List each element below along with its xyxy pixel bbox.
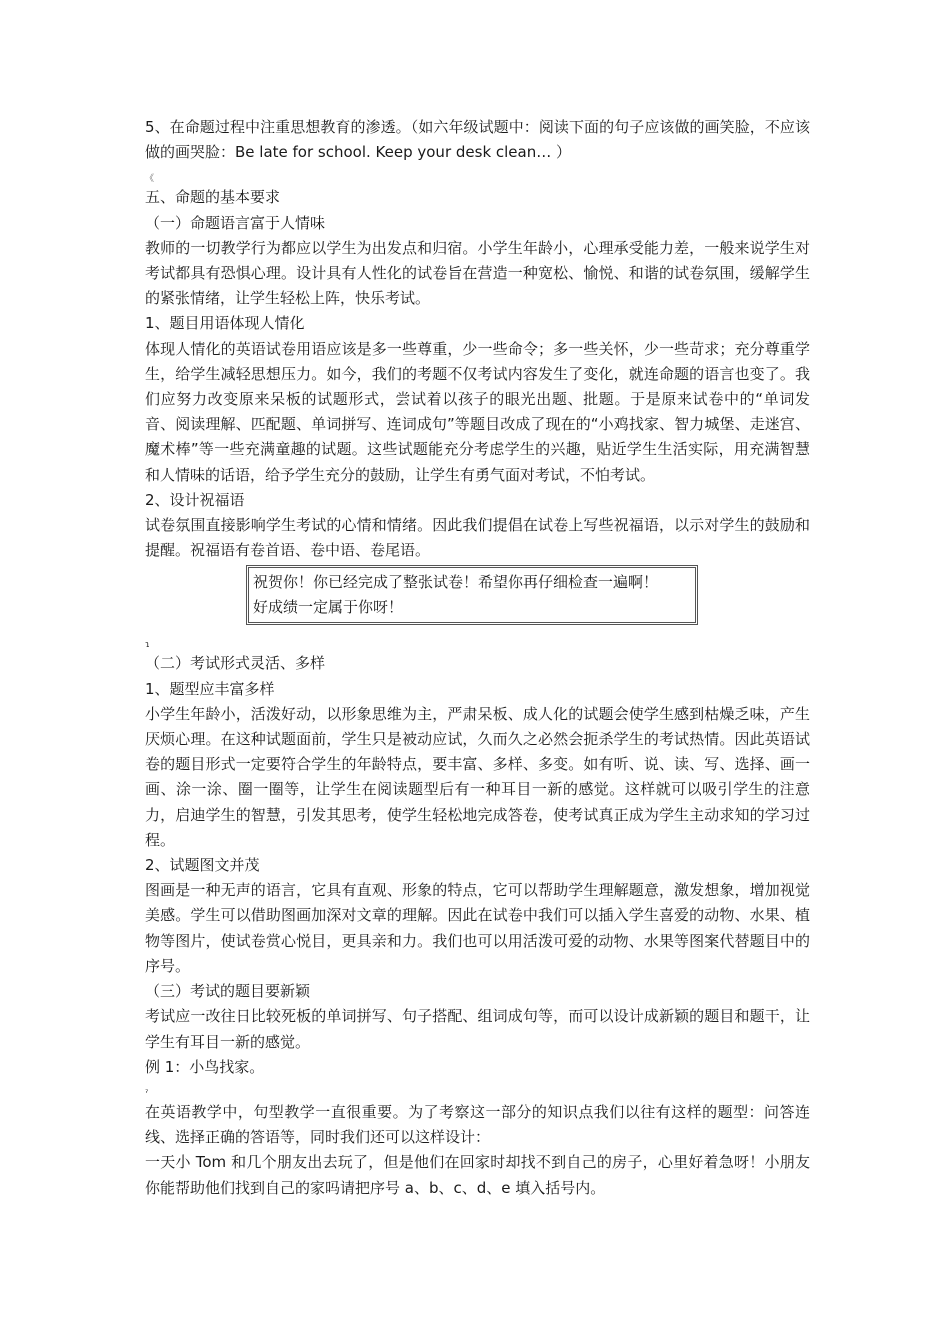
blessing-box — [246, 565, 698, 625]
spacer — [145, 165, 810, 173]
example-one-title: 例 1：小鸟找家。 — [145, 1057, 265, 1076]
item-three-paragraph: 小学生年龄小，活泼好动，以形象思维为主，严肃呆板、成人化的试题会使学生感到枯燥乏味，产生厌烦心理。在这种试题面前，学生只是被动应试，久而久之必然会扼杀学生的考试热情。因此英语试卷的题目形式一定要符合学生的年龄特点，要丰富、多样、多变。如有听、说、读、写、选择、画一画、涂一涂、圈一圈等，让学生在阅读题型后有一种耳目一新的感觉。这样就可以吸引学生的注意力，启迪学生的智慧，引发其思考，使学生轻松地完成答卷，使考试真正成为学生主动求知的学习过程。 — [145, 704, 810, 849]
item-four-paragraph: 图画是一种无声的语言，它具有直观、形象的特点，它可以帮助学生理解题意，激发想象，增加视觉美感。学生可以借助图画加深对文章的理解。因此在试卷中我们可以插入学生喜爱的动物、水果、植物等图片，使试卷赏心悦目，更具亲和力。我们也可以用活泼可爱的动物、水果等图案代替题目中的序号。 — [145, 881, 810, 975]
stray-mark: ˀ — [145, 1088, 149, 1099]
spacer — [145, 625, 810, 639]
subsection-one-paragraph: 教师的一切教学行为都应以学生为出发点和归宿。小学生年龄小，心理承受能力差，一般来说学生对考试都具有恐惧心理。设计具有人性化的试卷旨在营造一种宽松、愉悦、和谐的试卷氛围，缓解学生的紧张情绪，让学生轻松上阵，快乐考试。 — [145, 238, 810, 308]
item-four-title: 2、试题图文并茂 — [145, 856, 260, 875]
subsection-two-title: （二）考试形式灵活、多样 — [145, 654, 326, 673]
stray-mark: ɿ — [145, 640, 150, 651]
subsection-three-title: （三）考试的题目要新颖 — [145, 982, 311, 1001]
subsection-one-title: （一）命题语言富于人情味 — [145, 213, 326, 232]
item-one-paragraph: 体现人情化的英语试卷用语应该是多一些尊重，少一些命令；多一些关怀，少一些苛求；充分尊重学生，给学生减轻思想压力。如今，我们的考题不仅考试内容发生了变化，就连命题的语言也变了。我们应努力改变原来呆板的试题形式，尝试着以孩子的眼光出题、批题。于是原来试卷中的“单词发音、阅读理解、匹配题、单词拼写、连词成句”等题目改成了现在的“小鸡找家、智力城堡、走迷宫、魔术棒”等一些充满童趣的试题。这些试题能充分考虑学生的兴趣，贴近学生生活实际，用充满智慧和人情味的话语，给予学生充分的鼓励，让学生有勇气面对考试，不怕考试。 — [145, 339, 810, 484]
spacer — [145, 1080, 810, 1088]
document-page — [145, 115, 810, 1201]
section-five-title: 五、命题的基本要求 — [145, 188, 281, 207]
stray-mark: 《 — [145, 174, 155, 185]
intro-paragraph: 5、在命题过程中注重思想教育的渗透。（如六年级试题中：阅读下面的句子应该做的画笑脸，不应该做的画哭脸：Be late for school. Keep your desk clean… ） — [145, 118, 810, 162]
item-two-paragraph: 试卷氛围直接影响学生考试的心情和情绪。因此我们提倡在试卷上写些祝福语，以示对学生的鼓励和提醒。祝福语有卷首语、卷中语、卷尾语。 — [145, 516, 810, 560]
subsection-three-paragraph: 考试应一改往日比较死板的单词拼写、句子搭配、组词成句等，而可以设计成新颖的题目和题干，让学生有耳目一新的感觉。 — [145, 1007, 810, 1051]
blessing-line: 好成绩一定属于你呀！ — [253, 598, 404, 617]
blessing-line: 祝贺你！你已经完成了整张试卷！希望你再仔细检查一遍啊！ — [253, 573, 659, 592]
example-paragraph: 在英语教学中，句型教学一直很重要。为了考察这一部分的知识点我们以往有这样的题型：问答连线、选择正确的答语等，同时我们还可以这样设计： — [145, 1102, 810, 1147]
item-one-title: 1、题目用语体现人情化 — [145, 314, 305, 333]
story-paragraph: 一天小 Tom 和几个朋友出去玩了，但是他们在回家时却找不到自己的房子，心里好着急呀！小朋友你能帮助他们找到自己的家吗请把序号 a、b、c、d、e 填入括号内。 — [145, 1153, 810, 1197]
item-three-title: 1、题型应丰富多样 — [145, 679, 275, 698]
item-two-title: 2、设计祝福语 — [145, 490, 245, 509]
